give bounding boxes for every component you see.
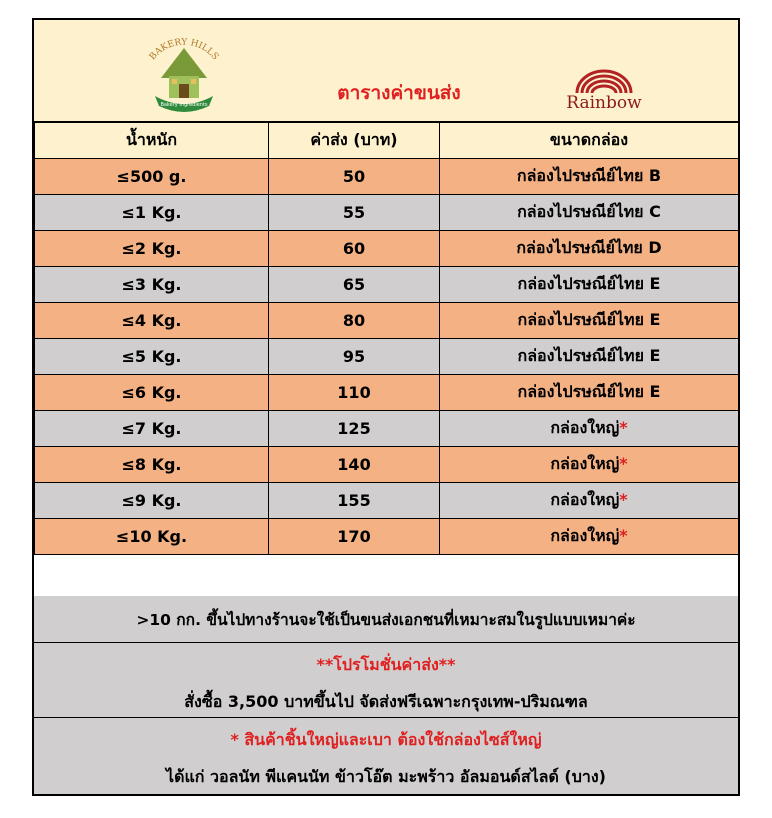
- page-title: ตารางค่าขนส่ง: [337, 82, 461, 104]
- table-row: [35, 159, 739, 195]
- weight-cell: ≤500 g.: [35, 159, 269, 195]
- price-cell: 60: [269, 231, 440, 267]
- weight-cell: ≤7 Kg.: [35, 411, 269, 447]
- weight-cell: ≤3 Kg.: [35, 267, 269, 303]
- table-row: [35, 447, 739, 483]
- box-cell: กล่องไปรษณีย์ไทย E: [440, 375, 739, 411]
- price-cell: 155: [269, 483, 440, 519]
- logo-left-text: BAKERY HILLS: [147, 37, 221, 63]
- table-row: [35, 195, 739, 231]
- weight-cell: ≤6 Kg.: [35, 375, 269, 411]
- col-header-price: ค่าส่ง (บาท): [269, 123, 440, 159]
- weight-cell: ≤1 Kg.: [35, 195, 269, 231]
- box-cell: กล่องใหญ่*: [440, 411, 739, 447]
- price-cell: 170: [269, 519, 440, 555]
- price-cell: 140: [269, 447, 440, 483]
- promotion-body: สั่งซื้อ 3,500 บาทขึ้นไป จัดส่งฟรีเฉพาะกรุงเทพ-ปริมณฑล: [184, 692, 588, 711]
- price-cell: 80: [269, 303, 440, 339]
- weight-cell: ≤8 Kg.: [35, 447, 269, 483]
- table-row: [35, 483, 739, 519]
- table-row: [35, 231, 739, 267]
- logo-left-subtext: Bakery Ingredients: [160, 102, 208, 108]
- header: [34, 20, 738, 122]
- price-cell: 65: [269, 267, 440, 303]
- weight-cell: ≤2 Kg.: [35, 231, 269, 267]
- col-header-box-size: ขนาดกล่อง: [440, 123, 739, 159]
- box-cell: กล่องใหญ่*: [440, 519, 739, 555]
- table-row: [35, 375, 739, 411]
- big-items-body: ได้แก่ วอลนัท พีแคนนัท ข้าวโอ๊ต มะพร้าว อัลมอนด์สไลด์ (บาง): [166, 767, 606, 786]
- box-cell: กล่องไปรษณีย์ไทย E: [440, 267, 739, 303]
- table-row: [35, 303, 739, 339]
- big-items-title: * สินค้าชิ้นใหญ่และเบา ต้องใช้กล่องไซส์ใหญ่: [230, 730, 542, 749]
- shipping-rate-sheet: [32, 18, 740, 796]
- box-cell: กล่องไปรษณีย์ไทย D: [440, 231, 739, 267]
- price-cell: 125: [269, 411, 440, 447]
- weight-cell: ≤4 Kg.: [35, 303, 269, 339]
- shipping-rate-table: [34, 122, 739, 555]
- price-cell: 110: [269, 375, 440, 411]
- box-cell: กล่องไปรษณีย์ไทย E: [440, 339, 739, 375]
- price-cell: 50: [269, 159, 440, 195]
- weight-cell: ≤9 Kg.: [35, 483, 269, 519]
- big-items-note: [34, 718, 738, 794]
- promotion-title: **โปรโมชั่นค่าส่ง**: [316, 655, 456, 674]
- box-cell: กล่องไปรษณีย์ไทย B: [440, 159, 739, 195]
- weight-cell: ≤5 Kg.: [35, 339, 269, 375]
- box-cell: กล่องไปรษณีย์ไทย E: [440, 303, 739, 339]
- table-row: [35, 411, 739, 447]
- box-cell: กล่องไปรษณีย์ไทย C: [440, 195, 739, 231]
- box-cell: กล่องใหญ่*: [440, 483, 739, 519]
- weight-cell: ≤10 Kg.: [35, 519, 269, 555]
- table-row: [35, 519, 739, 555]
- price-cell: 95: [269, 339, 440, 375]
- rainbow-logo-text: Rainbow: [566, 93, 642, 113]
- note-over-10kg: >10 กก. ขึ้นไปทางร้านจะใช้เป็นขนส่งเอกชนที่เหมาะสมในรูปแบบเหมาค่ะ: [34, 596, 738, 643]
- table-row: [35, 267, 739, 303]
- price-cell: 55: [269, 195, 440, 231]
- box-cell: กล่องใหญ่*: [440, 447, 739, 483]
- table-header-row: [35, 123, 739, 159]
- col-header-weight: น้ำหนัก: [35, 123, 269, 159]
- promotion-section: [34, 643, 738, 718]
- bakery-hills-logo: [129, 26, 239, 116]
- table-row: [35, 339, 739, 375]
